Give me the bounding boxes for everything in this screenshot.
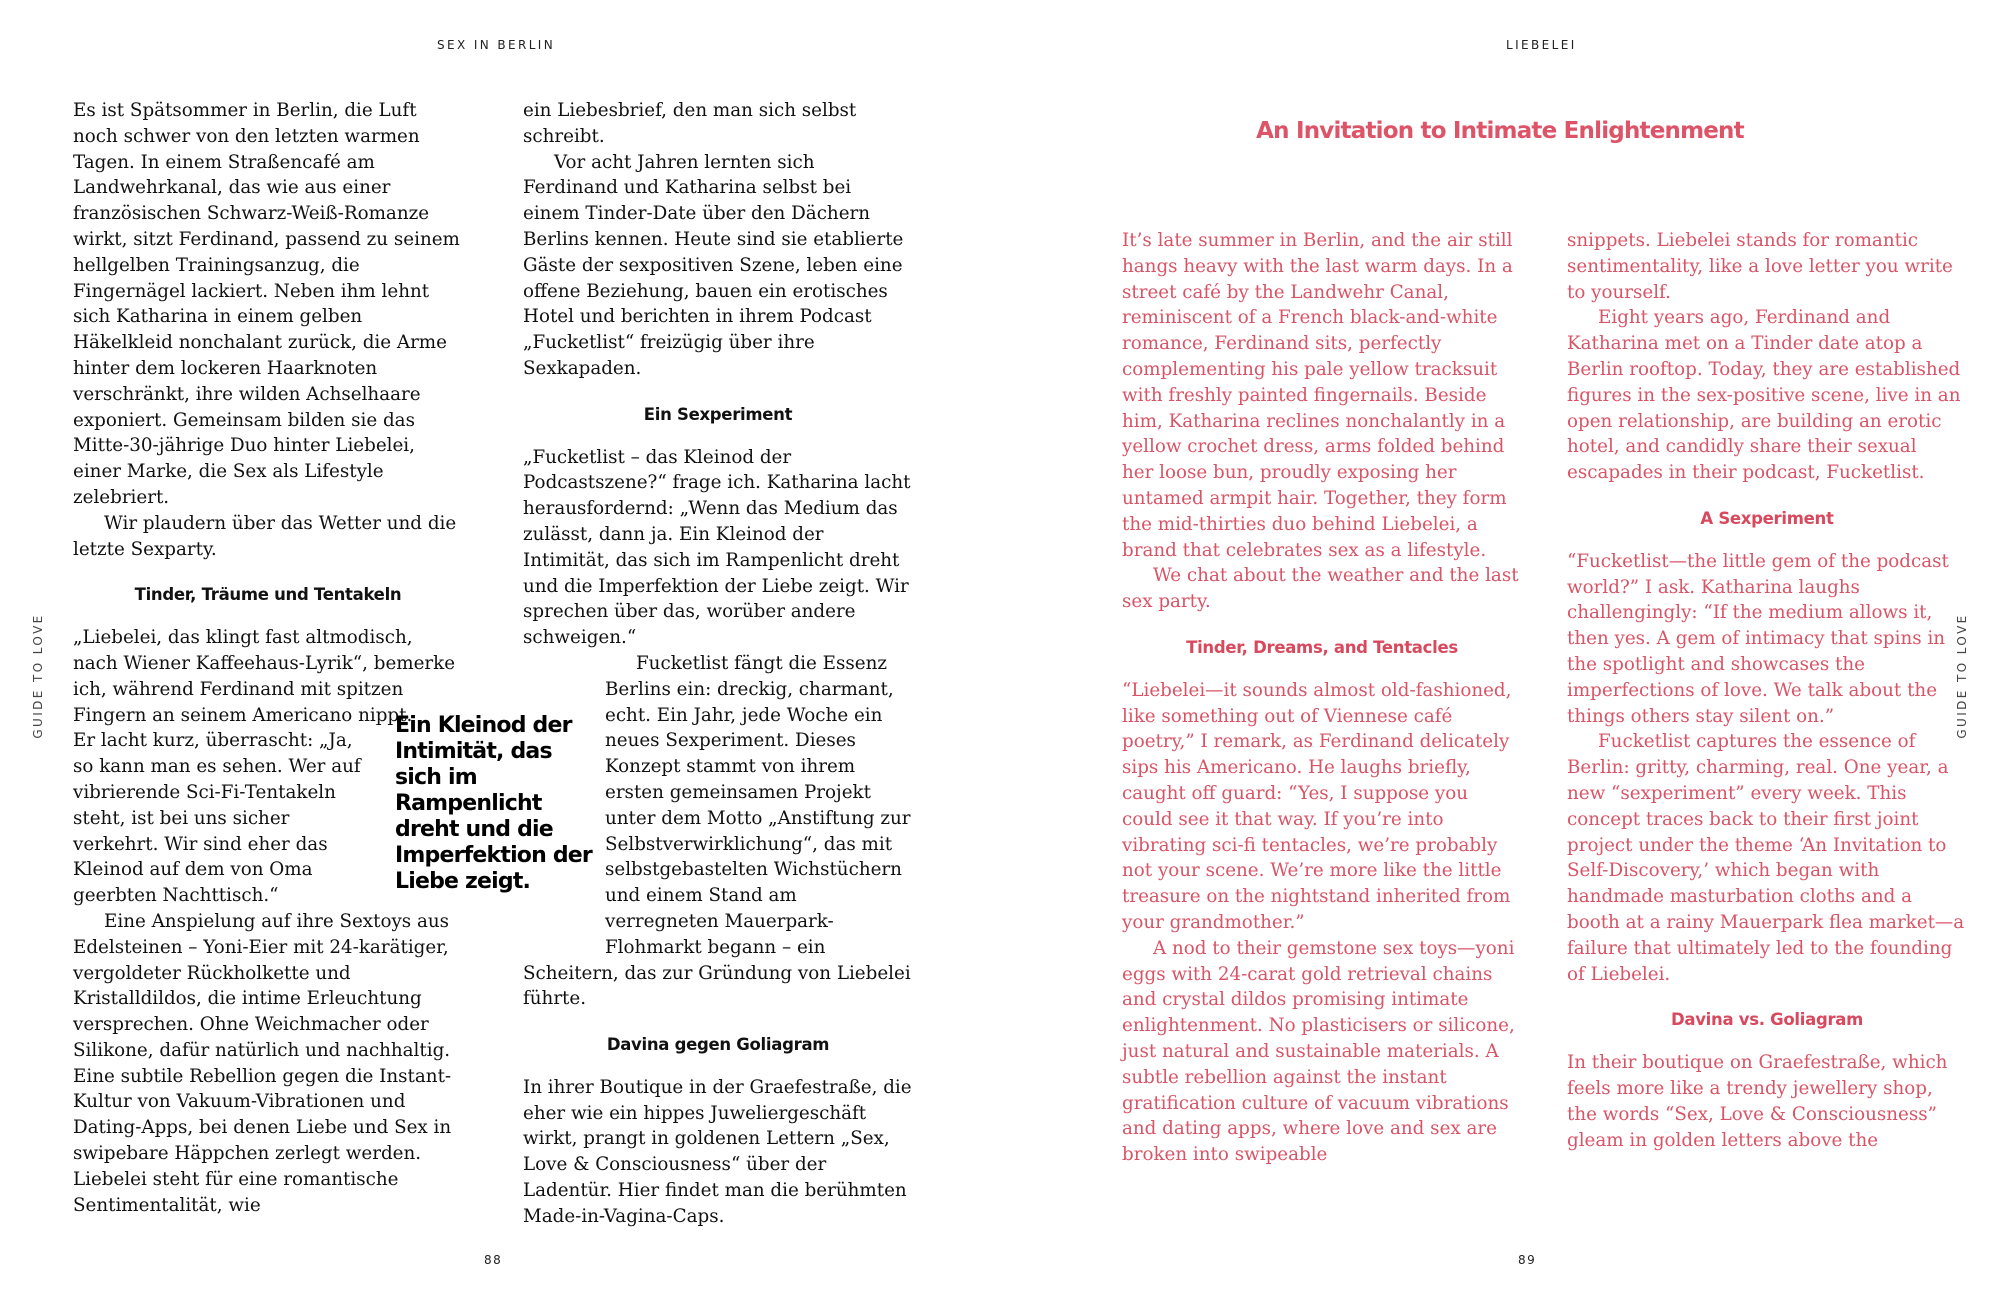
side-label: GUIDE TO LOVE — [31, 613, 45, 739]
pull-quote: Ein Kleinod der Intimität, das sich im Rampenlicht dreht und die Imperfektion der Liebe zeigt. — [395, 713, 592, 894]
paragraph: „Fucketlist – das Kleinod der Podcastszene?“ frage ich. Katharina lacht herausfordernd: „Wenn das Medium das zulässt, dann ja. Ein Kleinod der Intimität, das sich im Rampenlicht dreht und die Imperfektion der Liebe zeigt. Wir sprechen über das, worüber andere schweigen.“ — [523, 446, 911, 649]
page-number: 88 — [484, 1253, 503, 1267]
section-heading: Davina gegen Goliagram — [606, 1035, 830, 1055]
paragraph: It’s late summer in Berlin, and the air still hangs heavy with the last warm days. In a street café by the Landwehr Canal, reminiscent of a French black-and-white romance, Ferdinand sits, perfectly complementing his pale yellow tracksuit with freshly painted fingernails. Beside him, Katharina reclines nonchalantly in a yellow crochet dress, arms folded behind her loose bun, proudly exposing her untamed armpit hair. Together, they form the mid-thirties duo behind Liebelei, a brand that celebrates sex as a lifestyle. — [1122, 230, 1513, 561]
column-2 — [523, 98, 913, 1230]
paragraph: Vor acht Jahren lernten sich Ferdinand und Katharina selbst bei einem Tinder-Date über den Dächern Berlins kennen. Heute sind sie etablierte Gäste der sexpositiven Szene, leben eine offene Beziehung, bauen ein erotisches Hotel und berichten in ihrem Podcast „Fucketlist“ freizügig über ihre Sexkapaden. — [523, 151, 904, 379]
paragraph: snippets. Liebelei stands for romantic sentimentality, like a love letter you write to yourself. — [1567, 230, 1953, 303]
section-heading: Davina vs. Goliagram — [1670, 1010, 1864, 1030]
page-number: 89 — [1518, 1253, 1537, 1267]
paragraph: We chat about the weather and the last sex party. — [1122, 565, 1519, 613]
side-label: GUIDE TO LOVE — [1955, 613, 1969, 739]
paragraph: Es ist Spätsommer in Berlin, die Luft noch schwer von den letzten warmen Tagen. In einem Straßencafé am Landwehrkanal, das wie aus einer französischen Schwarz-Weiß-Romanze wirkt, sitzt Ferdinand, passend zu seinem hellgelben Trainingsanzug, die Fingernägel lackiert. Neben ihm lehnt sich Katharina in einem gelben Häkelkleid nonchalant zurück, die Arme hinter dem lockeren Haarknoten verschränkt, ihre wilden Achselhaare exponiert. Gemeinsam bilden sie das Mitte-30-jährige Duo hinter Liebelei, einer Marke, die Sex als Lifestyle zelebriert. — [73, 100, 460, 508]
running-head: SEX IN BERLIN — [437, 38, 556, 52]
paragraph: In ihrer Boutique in der Graefestraße, die eher wie ein hippes Juweliergeschäft wirkt, prangt in goldenen Lettern „Sex, Love & Consciousness“ über der Ladentür. Hier findet man die berühmten Made-in-Vagina-Caps. — [523, 1076, 912, 1227]
paragraph: “Liebelei—it sounds almost old-fashioned, like something out of Viennese café poetry,” I remark, as Ferdinand delicately sips his Americano. He laughs briefly, caught off guard: “Yes, I suppose you could see it that way. If you’re into vibrating sci-fi tentacles, we’re probably not your scene. We’re more like the little treasure on the nightstand inherited from your grandmother.” — [1122, 679, 1512, 933]
paragraph: Eine Anspielung auf ihre Sextoys aus Edelsteinen – Yoni-Eier mit 24-karätiger, vergoldeter Rückholkette und Kristalldildos, die intime Erleuchtung versprechen. Ohne Weichmacher oder Silikone, dafür natürlich und nachhaltig. Eine subtile Rebellion gegen die Instant-Kultur von Vakuum-Vibrationen und Dating-Apps, bei denen Liebe und Sex in swipebare Häppchen zerlegt werden. Liebelei steht für eine romantische Sentimentalität, wie — [73, 910, 452, 1216]
article-title: An Invitation to Intimate Enlightenment — [1256, 118, 1744, 144]
section-heading: A Sexperiment — [1700, 508, 1834, 528]
column-2 — [1567, 228, 1967, 1153]
column-1 — [1122, 228, 1522, 1168]
paragraph: In their boutique on Graefestraße, which feels more like a trendy jewellery shop, the words “Sex, Love & Consciousness” gleam in golden letters above the — [1567, 1052, 1948, 1151]
column-1 — [73, 98, 463, 1218]
paragraph: ein Liebesbrief, den man sich selbst schreibt. — [523, 100, 857, 147]
running-head: LIEBELEI — [1506, 38, 1577, 52]
paragraph: Fucketlist captures the essence of Berlin: gritty, charming, real. One year, a new “sexperiment” every week. This concept traces back to their first joint project under the theme ‘An Invitation to Self-Discovery,’ which began with handmade masturbation cloths and a booth at a rainy Mauerpark flea market—a failure that ultimately led to the founding of Liebelei. — [1567, 731, 1965, 985]
paragraph: Wir plaudern über das Wetter und die letzte Sexparty. — [73, 512, 457, 560]
paragraph: Fucketlist fängt die Essenz Berlins ein: dreckig, charmant, echt. Ein Jahr, jede Woche ein neues Sexperiment. Dieses Konzept stammt von ihrem ersten gemeinsamen Projekt unter dem Motto „Anstiftung zur Selbstverwirklichung“, das mit selbstgebastelten Wichstüchern und einem Stand am verregneten Mauerpark-Flohmarkt begann – ein Scheitern, das zur Gründung von Liebelei führte. — [523, 652, 911, 1010]
paragraph: Eight years ago, Ferdinand and Katharina met on a Tinder date atop a Berlin rooftop. Today, they are established figures in the sex-positive scene, live in an open relationship, are building an erotic hotel, and candidly share their sexual escapades in their podcast, Fucketlist. — [1567, 307, 1961, 484]
paragraph: “Fucketlist—the little gem of the podcast world?” I ask. Katharina laughs challengingly: “If the medium allows it, then yes. A gem of intimacy that spins in the spotlight and showcases the imperfections of love. We talk about the things others stay silent on.” — [1567, 550, 1949, 727]
section-heading: Tinder, Dreams, and Tentacles — [1186, 637, 1458, 657]
section-heading: Tinder, Träume und Tentakeln — [134, 585, 402, 605]
right-page — [1000, 0, 2000, 1309]
section-heading: Ein Sexperiment — [643, 404, 793, 424]
paragraph: Er lacht kurz, überrascht: „Ja, so kann man es sehen. Wer auf vibrierende Sci-Fi-Tentakeln steht, ist bei uns sicher verkehrt. Wir sind eher das Kleinod auf dem von Oma geerbten Nachttisch.“ — [73, 730, 361, 907]
paragraph: A nod to their gemstone sex toys—yoni eggs with 24-carat gold retrieval chains and crystal dildos promising intimate enlightenment. No plasticisers or silicone, just natural and sustainable materials. A subtle rebellion against the instant gratification culture of vacuum vibrations and dating apps, where love and sex are broken into swipeable — [1122, 937, 1515, 1166]
paragraph: „Liebelei, das klingt fast altmodisch, nach Wiener Kaffeehaus-Lyrik“, bemerke ich, während Ferdinand mit spitzen Fingern an seinem Americano nippt. — [73, 627, 456, 726]
